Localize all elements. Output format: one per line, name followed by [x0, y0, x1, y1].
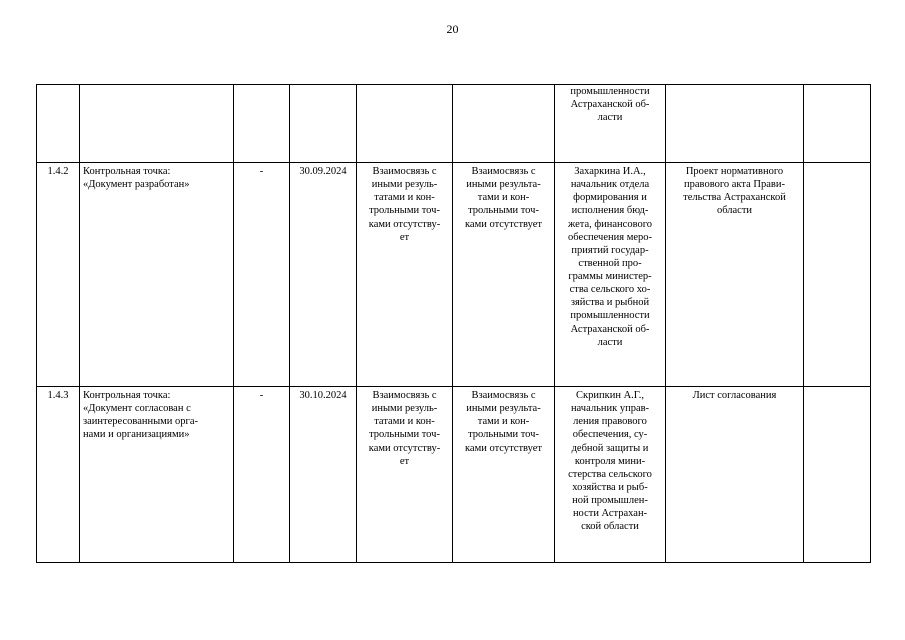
document-type: Проект нормативного правового акта Прави- тельства Астраханской области — [666, 163, 804, 387]
cell-col3: - — [234, 387, 290, 563]
responsible-person: Захаркина И.А., начальник отдела формирования и исполнения бюд- жета, финансового обеспечения меро- приятий государ- ственной про- граммы министер- ства сельского хо- зяйства и рыбной промышленности Астраханской об- ласти — [555, 163, 666, 387]
cell-col3 — [234, 85, 290, 163]
continuation-row — [37, 85, 871, 163]
plan-table — [36, 84, 871, 563]
document-type: Лист согласования — [666, 387, 804, 563]
cell-link-results — [357, 85, 453, 163]
row-number: 1.4.3 — [37, 387, 80, 563]
responsible-person: Скрипкин А.Г., начальник управ- ления правового обеспечения, су- дебной защиты и контроля мини- стерства сельского хозяйства и рыб- ной промышлен- ности Астрахан- ской области — [555, 387, 666, 563]
cell-responsible: промышленности Астраханской об- ласти — [555, 85, 666, 163]
page-number: 20 — [446, 22, 459, 36]
cell-link-points — [453, 85, 555, 163]
link-with-points: Взаимосвязь с иными результа- тами и кон- трольными точ- ками отсутствует — [453, 163, 555, 387]
table-row — [37, 387, 871, 563]
due-date: 30.09.2024 — [290, 163, 357, 387]
due-date: 30.10.2024 — [290, 387, 357, 563]
cell-name — [80, 85, 234, 163]
cell-num — [37, 85, 80, 163]
cell-col3: - — [234, 163, 290, 387]
cell-extra — [804, 387, 871, 563]
table-row — [37, 163, 871, 387]
cell-doc-type — [666, 85, 804, 163]
link-with-results: Взаимосвязь с иными резуль- татами и кон- трольными точ- ками отсутству- ет — [357, 387, 453, 563]
cell-date — [290, 85, 357, 163]
cell-extra — [804, 163, 871, 387]
cell-extra — [804, 85, 871, 163]
row-number: 1.4.2 — [37, 163, 80, 387]
control-point-name: Контрольная точка: «Документ разработан» — [80, 163, 234, 387]
link-with-results: Взаимосвязь с иными резуль- татами и кон- трольными точ- ками отсутству- ет — [357, 163, 453, 387]
link-with-points: Взаимосвязь с иными результа- тами и кон- трольными точ- ками отсутствует — [453, 387, 555, 563]
control-point-name: Контрольная точка: «Документ согласован с заинтересованными орга- нами и организациями» — [80, 387, 234, 563]
